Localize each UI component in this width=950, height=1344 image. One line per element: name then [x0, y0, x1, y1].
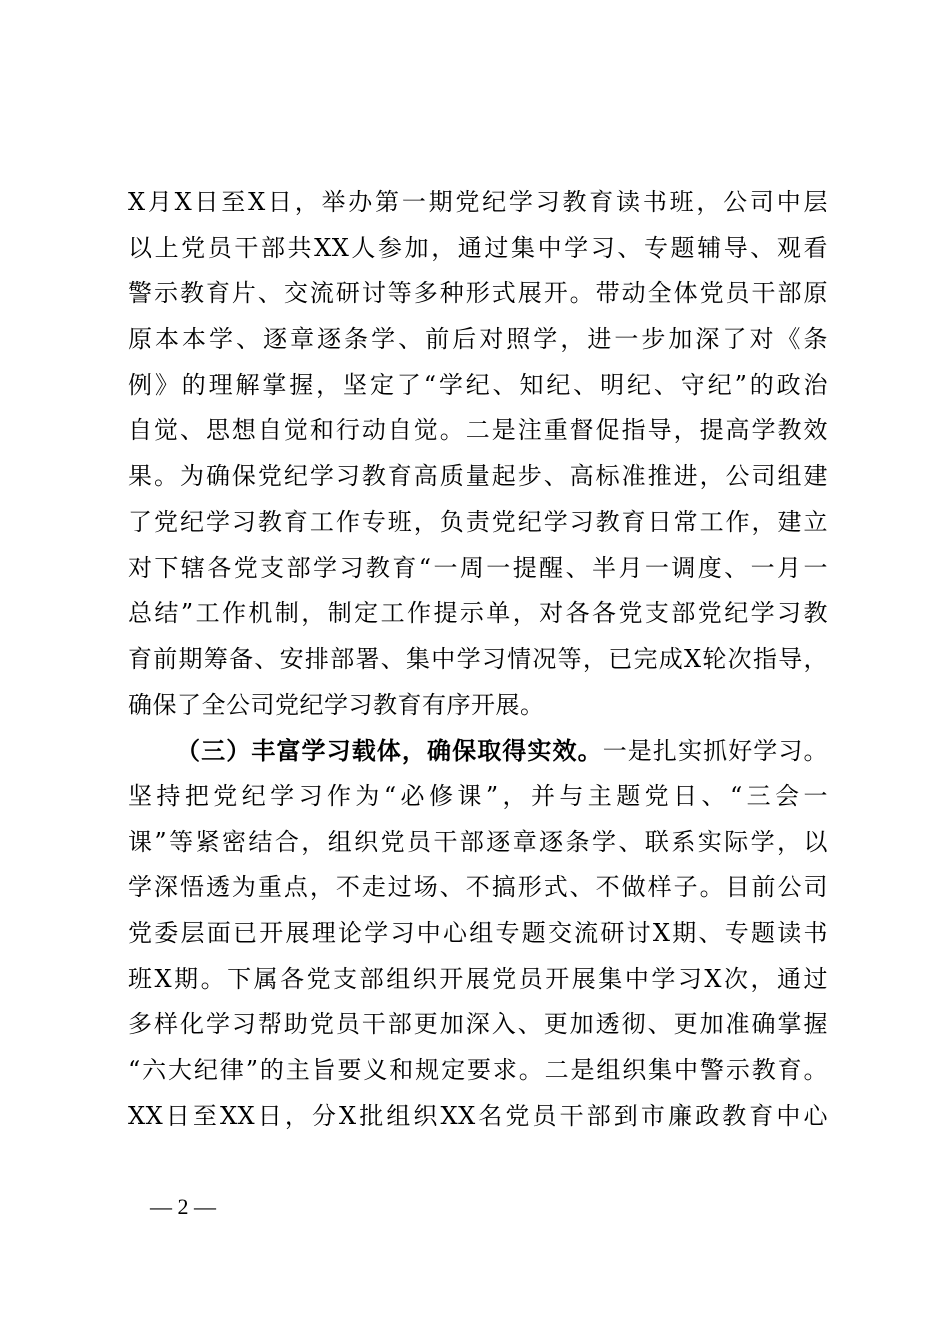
text-line: X月X日至X日，举办第一期党纪学习教育读书班，公司中层 [128, 188, 828, 216]
text-line: XX日至XX日，分X批组织XX名党员干部到市廉政教育中心 [128, 1101, 828, 1130]
body-text [128, 180, 828, 1139]
text-line: 坚持把党纪学习作为“必修课”，并与主题党日、“三会一 [128, 781, 828, 810]
text-span: 一是扎实抓好学习。 [602, 737, 829, 766]
text-line: 原本本学、逐章逐条学、前后对照学，进一步加深了对《条 [128, 325, 828, 354]
text-line: 自觉、思想自觉和行动自觉。二是注重督促指导，提高学教效 [128, 416, 828, 445]
paragraph-2 [128, 728, 828, 1139]
text-line: 确保了全公司党纪学习教育有序开展。 [128, 690, 545, 719]
text-line: 了党纪学习教育工作专班，负责党纪学习教育日常工作，建立 [128, 507, 828, 536]
text-line: 以上党员干部共XX人参加，通过集中学习、专题辅导、观看 [128, 233, 828, 262]
text-line: 学深悟透为重点，不走过场、不搞形式、不做样子。目前公司 [128, 873, 828, 902]
text-line: 总结”工作机制，制定工作提示单，对各各党支部党纪学习教 [128, 599, 828, 628]
section-heading-line [128, 728, 828, 774]
text-line: 对下辖各党支部学习教育“一周一提醒、半月一调度、一月一 [128, 553, 828, 582]
page-number: — 2 — [150, 1194, 216, 1219]
text-line: 育前期筹备、安排部署、集中学习情况等，已完成X轮次指导， [128, 644, 828, 673]
text-line: 课”等紧密结合，组织党员干部逐章逐条学、联系实际学，以 [128, 827, 828, 856]
paragraph-1 [128, 180, 828, 728]
text-line: 警示教育片、交流研讨等多种形式展开。带动全体党员干部原 [128, 279, 828, 308]
section-heading: （三）丰富学习载体，确保取得实效。 [176, 736, 603, 766]
text-line: 例》的理解掌握，坚定了“学纪、知纪、明纪、守纪”的政治 [128, 370, 828, 399]
text-line: 党委层面已开展理论学习中心组专题交流研讨X期、专题读书 [128, 919, 828, 947]
text-line: 班X期。下属各党支部组织开展党员开展集中学习X次，通过 [128, 964, 828, 993]
text-line: 多样化学习帮助党员干部更加深入、更加透彻、更加准确掌握 [128, 1010, 828, 1039]
text-line: 果。为确保党纪学习教育高质量起步、高标准推进，公司组建 [128, 462, 828, 491]
text-line: “六大纪律”的主旨要义和规定要求。二是组织集中警示教育。 [128, 1056, 828, 1085]
